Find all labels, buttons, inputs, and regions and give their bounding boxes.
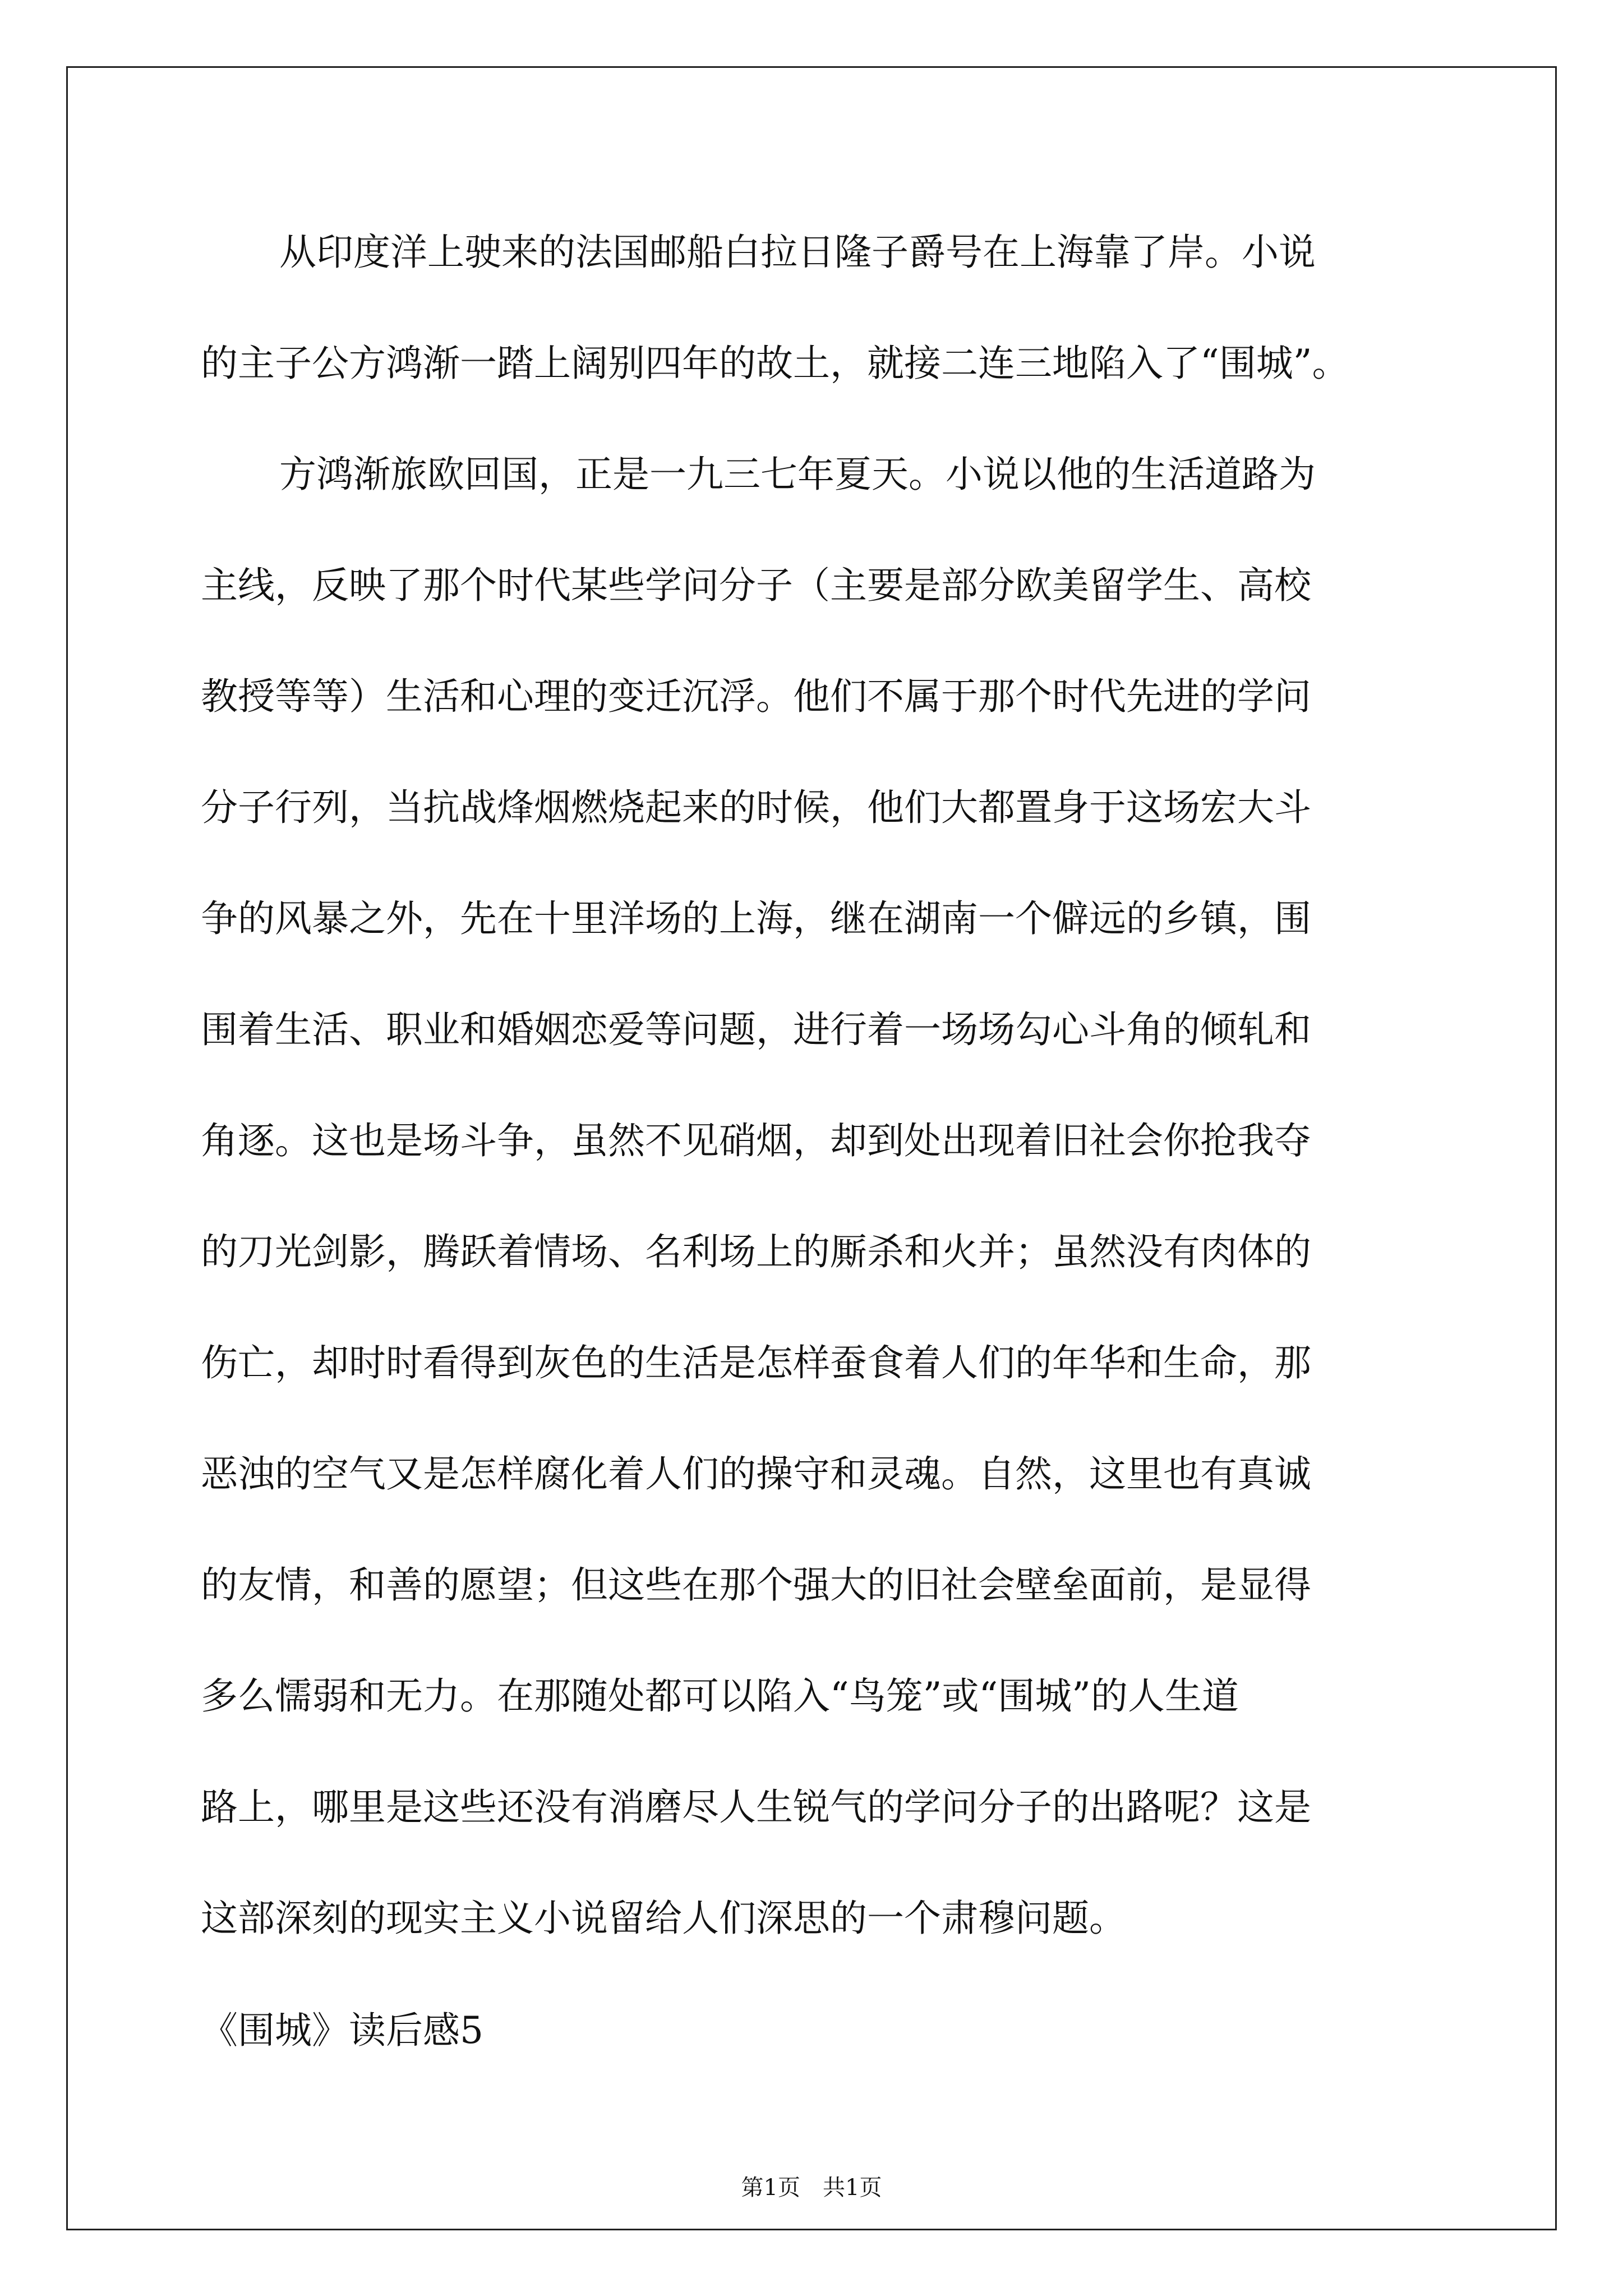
paragraph-2-line-7: 角逐。这也是场斗争，虽然不见硝烟，却到处出现着旧社会你抢我夺	[201, 1119, 1311, 1162]
page-number-footer: 第1页 共1页	[741, 2175, 882, 2201]
paragraph-2-line-2: 主线，反映了那个时代某些学问分子（主要是部分欧美留学生、高校	[201, 564, 1311, 607]
paragraph-2-line-8: 的刀光剑影，腾跃着情场、名利场上的厮杀和火并；虽然没有肉体的	[201, 1230, 1311, 1273]
paragraph-2-line-13: 路上，哪里是这些还没有消磨尽人生锐气的学问分子的出路呢？这是	[201, 1786, 1311, 1829]
paragraph-2-line-3: 教授等等）生活和心理的变迁沉浮。他们不属于那个时代先进的学问	[201, 675, 1311, 718]
paragraph-1-line-2: 的主子公方鸿渐一踏上阔别四年的故土，就接二连三地陷入了“围城”。	[201, 342, 1349, 385]
paragraph-2-line-4: 分子行列，当抗战烽烟燃烧起来的时候，他们大都置身于这场宏大斗	[201, 786, 1311, 829]
paragraph-2-line-10: 恶浊的空气又是怎样腐化着人们的操守和灵魂。自然，这里也有真诚	[201, 1452, 1311, 1496]
paragraph-2-line-1: 方鸿渐旅欧回国，正是一九三七年夏天。小说以他的生活道路为	[279, 453, 1316, 496]
paragraph-2-line-5: 争的风暴之外，先在十里洋场的上海，继在湖南一个僻远的乡镇，围	[201, 897, 1311, 940]
paragraph-2-line-14: 这部深刻的现实主义小说留给人们深思的一个肃穆问题。	[201, 1897, 1126, 1940]
paragraph-2-line-12: 多么懦弱和无力。在那随处都可以陷入“鸟笼”或“围城”的人生道	[201, 1674, 1239, 1718]
paragraph-2-line-11: 的友情，和善的愿望；但这些在那个强大的旧社会壁垒面前，是显得	[201, 1563, 1311, 1607]
paragraph-2-line-6: 围着生活、职业和婚姻恋爱等问题，进行着一场场勾心斗角的倾轧和	[201, 1008, 1311, 1051]
paragraph-1-line-1: 从印度洋上驶来的法国邮船白拉日隆子爵号在上海靠了岸。小说	[279, 231, 1316, 274]
next-section-heading: 《围城》读后感5	[201, 2009, 483, 2052]
paragraph-2-line-9: 伤亡，却时时看得到灰色的生活是怎样蚕食着人们的年华和生命，那	[201, 1341, 1311, 1384]
